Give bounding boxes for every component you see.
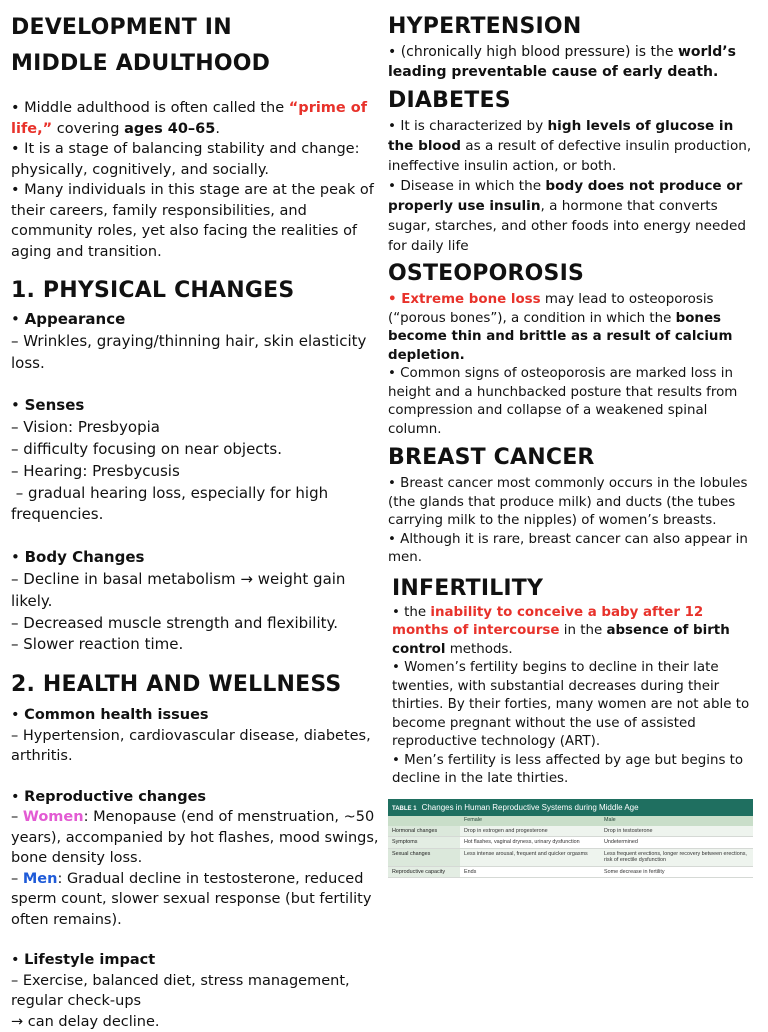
intro-paragraph-2: • It is a stage of balancing stability and change: physically, cognitively, and socially. — [11, 141, 360, 178]
table-cell: Ends — [460, 866, 600, 878]
appearance-label: • Appearance — [11, 310, 126, 328]
infertility-paragraph-1: • the inability to conceive a baby after 12 months of intercourse in the absence of birth control methods. — [392, 604, 730, 657]
women-label: Women — [22, 809, 84, 826]
table-cell: Less intense arousal, frequent and quicker orgasms — [460, 848, 600, 866]
section-heading-diabetes: DIABETES — [388, 88, 511, 113]
section-heading-breast-cancer: BREAST CANCER — [388, 445, 595, 470]
table-cell: Some decrease in fertility — [600, 866, 753, 878]
men-label: Men — [22, 870, 58, 887]
senses-line-2: – difficulty focusing on near objects. — [11, 439, 283, 458]
table-row — [388, 848, 753, 866]
senses-line-3: – Hearing: Presbycusis — [11, 461, 180, 480]
lifestyle-label: • Lifestyle impact — [11, 952, 156, 969]
common-issues-label: • Common health issues — [11, 707, 209, 724]
ages-range: ages 40–65 — [124, 120, 216, 137]
table-row — [388, 866, 753, 878]
table-header-cell: Male — [600, 816, 753, 826]
section-heading-hypertension: HYPERTENSION — [388, 14, 582, 39]
table-header-cell: Female — [460, 816, 600, 826]
breast-cancer-paragraph-1: • Breast cancer most commonly occurs in the lobules (the glands that produce milk) and ducts (the tubes carrying milk to the nipples) of women’s breasts. — [388, 476, 748, 528]
senses-label: • Senses — [11, 396, 85, 415]
body-changes-line-2: – Decreased muscle strength and flexibility. — [11, 613, 339, 632]
women-changes: – Women: Menopause (end of menstruation, ~50 years), accompanied by hot flashes, mood swings, bone density loss. — [11, 809, 379, 867]
table-cell: Drop in estrogen and progesterone — [460, 826, 600, 837]
senses-line-1: – Vision: Presbyopia — [11, 418, 160, 437]
prime-of-life-highlight: “prime of life,” — [11, 100, 368, 137]
left-column — [11, 0, 379, 1032]
table-row-header: Hormonal changes — [388, 826, 460, 837]
table-row — [388, 837, 753, 849]
diabetes-paragraph-2: • Disease in which the body does not produce or properly use insulin, a hormone that converts sugar, starches, and other foods into energy needed for daily life — [388, 178, 746, 254]
title-line-1: DEVELOPMENT IN — [11, 15, 232, 40]
osteoporosis-paragraph-1: • Extreme bone loss may lead to osteoporosis (“porous bones”), a condition in which the bones become thin and brittle as a result of calcium depletion. — [388, 292, 733, 363]
table-row-header: Sexual changes — [388, 848, 460, 866]
body-changes-label: • Body Changes — [11, 548, 145, 567]
table-row-header: Symptoms — [388, 837, 460, 849]
title-line-2: MIDDLE ADULTHOOD — [11, 51, 271, 76]
intro-paragraph-1: • Middle adulthood is often called the “prime of life,” covering ages 40–65. — [11, 100, 368, 137]
table-row — [388, 826, 753, 837]
section-heading-infertility: INFERTILITY — [392, 575, 544, 601]
common-issues-text: – Hypertension, cardiovascular disease, diabetes, arthritis. — [11, 727, 371, 765]
section-heading-osteoporosis: OSTEOPOROSIS — [388, 261, 585, 286]
breast-cancer-paragraph-2: • Although it is rare, breast cancer can also appear in men. — [388, 531, 748, 565]
lifestyle-line-2: → can delay decline. — [11, 1013, 160, 1030]
table-cell: Less frequent erections, longer recovery between erections, risk of erectile dysfunction — [600, 848, 753, 866]
reproductive-changes-table — [388, 799, 753, 879]
section-heading-physical: 1. PHYSICAL CHANGES — [11, 278, 295, 303]
table-caption: TABLE 1 Changes in Human Reproductive Systems during Middle Age — [388, 799, 753, 816]
page-title — [11, 10, 379, 82]
hypertension-text: • (chronically high blood pressure) is the world’s leading preventable cause of early death. — [388, 44, 736, 80]
section-heading-health: 2. HEALTH AND WELLNESS — [11, 672, 342, 698]
body-changes-line-3: – Slower reaction time. — [11, 635, 184, 654]
table-body — [388, 816, 753, 879]
lifestyle-line-1: – Exercise, balanced diet, stress management, regular check-ups — [11, 972, 350, 1010]
table-cell: Drop in testosterone — [600, 826, 753, 837]
table-header-cell — [388, 816, 460, 826]
diabetes-paragraph-1: • It is characterized by high levels of glucose in the blood as a result of defective insulin production, ineffective insulin action, or both. — [388, 118, 752, 174]
intro-paragraph-3: • Many individuals in this stage are at the peak of their careers, family responsibilities, and community roles, yet also facing the realities of aging and transition. — [11, 182, 374, 260]
infertility-paragraph-2: • Women’s fertility begins to decline in their late twenties, with substantial decreases during their thirties. By their forties, many women are not able to become pregnant without the use of assisted reproductive technology (ART). — [392, 660, 750, 749]
table-header-row — [388, 816, 753, 826]
men-changes: – Men: Gradual decline in testosterone, reduced sperm count, slower sexual response (but fertility often remains). — [11, 870, 372, 928]
osteoporosis-paragraph-2: • Common signs of osteoporosis are marked loss in height and a hunchbacked posture that results from compression and collapse of a weakened spinal column. — [388, 366, 738, 437]
table-cell: Undetermined — [600, 837, 753, 849]
infertility-paragraph-3: • Men’s fertility is less affected by age but begins to decline in the late thirties. — [392, 752, 744, 786]
right-column — [388, 0, 760, 878]
reproductive-label: • Reproductive changes — [11, 788, 207, 805]
table-cell: Hot flashes, vaginal dryness, urinary dysfunction — [460, 837, 600, 849]
appearance-text: – Wrinkles, graying/thinning hair, skin elasticity loss. — [11, 331, 367, 372]
extreme-bone-loss-highlight: Extreme bone loss — [401, 292, 541, 307]
table-row-header: Reproductive capacity — [388, 866, 460, 878]
inability-to-conceive-highlight: inability to conceive a baby after 12 months of intercourse — [392, 604, 704, 638]
body-changes-line-1: – Decline in basal metabolism → weight gain likely. — [11, 569, 346, 610]
senses-line-4: – gradual hearing loss, especially for high frequencies. — [11, 483, 333, 524]
